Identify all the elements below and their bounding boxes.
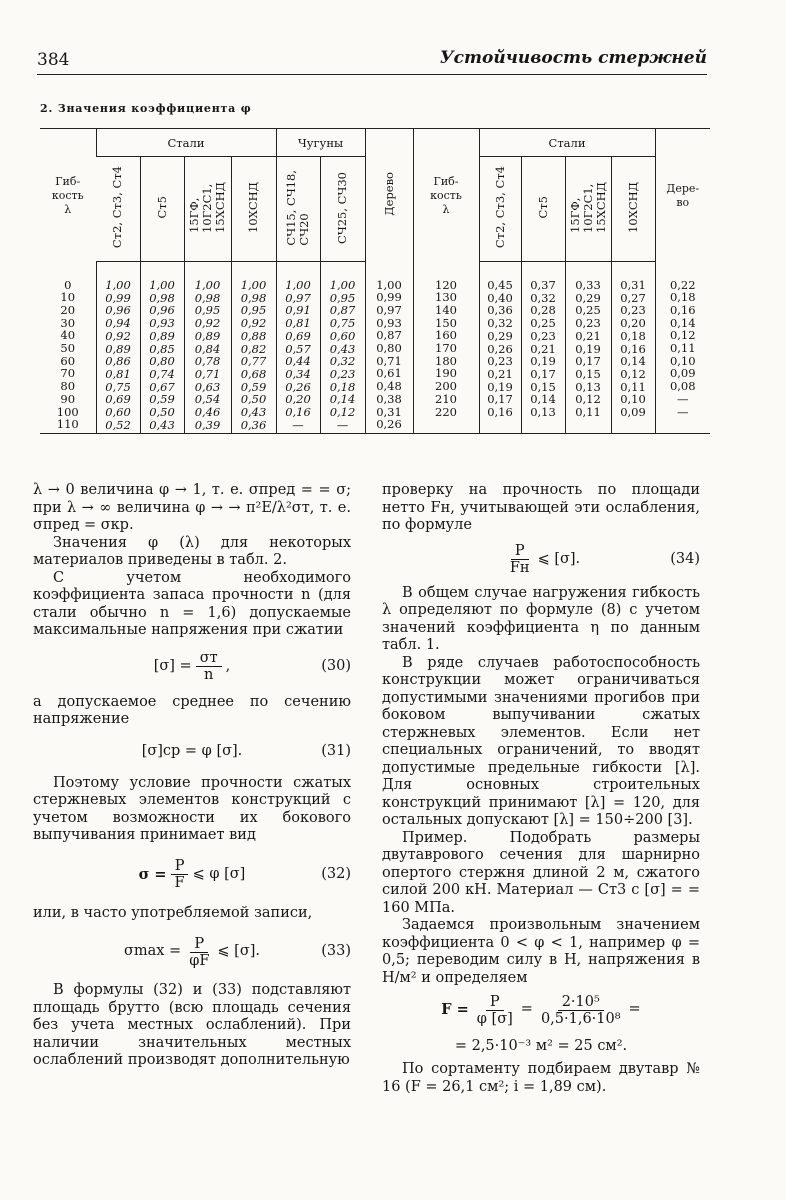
paragraph: В ряде случаев работоспособность конструкции может ограничиваться допустимыми значениями прогибов при боковом выпучивании сжатых стержневых элементов. Если нет специальных ограничений, то вводят допустимые предельные гибкости [λ]. Для основных строительных конструкций принимают [λ] = 120, для остальных допускают [λ] = 150÷200 [3].: [382, 654, 700, 828]
col-header-sch15: СЧ15, СЧ18, СЧ20: [276, 157, 320, 262]
col-header-wood-left: Дерево: [365, 129, 413, 262]
example-paragraph: Пример. Подобрать размеры двутаврового сечения для шарнирно опертого стержня длиной 2 м, сжатого силой 200 кН. Материал — Ст3 с [σ] = = 160 МПа.: [382, 829, 700, 916]
equation-number: (34): [670, 550, 700, 567]
cells-sch25: 1,00 0,95 0,87 0,75 0,60 0,43 0,32 0,23 0,18 0,14 0,12 —: [320, 262, 365, 434]
cells-wood-left: 1,00 0,99 0,97 0,93 0,87 0,80 0,71 0,61 0,48 0,38 0,31 0,26: [365, 262, 413, 434]
cells-st5-right: 0,37 0,32 0,28 0,25 0,23 0,21 0,19 0,17 0,15 0,14 0,13: [521, 262, 565, 434]
col-header-wood-right: Дере- во: [655, 129, 710, 262]
paragraph: λ → 0 величина φ → 1, т. е. σпред = = σ; при λ → ∞ величина φ → → π²E/λ²σт, т. е. σпред = σкр.: [33, 482, 351, 533]
group-header-cast-iron: Чугуны: [276, 129, 365, 157]
running-title: Устойчивость стержней: [439, 48, 707, 68]
col-header-flexibility-left: Гиб- кость λ: [40, 129, 96, 262]
col-header-sch25: СЧ25, СЧ30: [320, 157, 365, 262]
cells-15gf: 1,00 0,98 0,95 0,92 0,89 0,84 0,78 0,71 0,63 0,54 0,46 0,39: [184, 262, 231, 434]
page-number: 384: [37, 50, 70, 70]
col-header-st5-right: Ст5: [521, 157, 565, 262]
cells-15gf-right: 0,33 0,29 0,25 0,23 0,21 0,19 0,17 0,15 0,13 0,12 0,11: [565, 262, 611, 434]
page-header: [37, 44, 707, 75]
group-header-steel-left: Стали: [96, 129, 276, 157]
equation-33: σmax = $\frac{P}{\varphi F}$ ⩽ [σ]. (33): [123, 935, 351, 969]
equation-number: (30): [321, 657, 351, 674]
equation-number: (32): [321, 865, 351, 882]
paragraph: В общем случае нагружения гибкость λ определяют по формуле (8) с учетом значений коэффициента η по данным табл. 1.: [382, 584, 700, 653]
paragraph: С учетом необходимого коэффициента запаса прочности n (для стали обычно n = 1,6) допускаемые максимальные напряжения при сжатии: [33, 569, 351, 638]
cells-10hsnd-right: 0,31 0,27 0,23 0,20 0,18 0,16 0,14 0,12 0,11 0,10 0,09: [611, 262, 655, 434]
cells-st2-st3-st4: 1,00 0,99 0,96 0,94 0,92 0,89 0,86 0,81 0,75 0,69 0,60 0,52: [96, 262, 140, 434]
equation-number: (33): [321, 943, 351, 960]
paragraph: или, в часто употребляемой записи,: [33, 904, 313, 921]
col-header-10hsnd-right: 10ХСНД: [611, 157, 655, 262]
paragraph: Значения φ (λ) для некоторых материалов приведены в табл. 2.: [33, 534, 351, 568]
equation-number: (31): [321, 742, 351, 759]
col-header-st2-st3-st4: Ст2, Ст3, Ст4: [96, 157, 140, 262]
paragraph: В формулы (32) и (33) подставляют площадь брутто (всю площадь сечения без учета местных ослаблений). При наличии значительных местных ослаблений производят дополнительную: [33, 982, 351, 1068]
equation-area-result: = 2,5·10⁻³ м² = 25 см².: [454, 1038, 628, 1055]
paragraph: По сортаменту подбираем двутавр № 16 (F = 26,1 см²; i = 1,89 см).: [382, 1061, 700, 1095]
col-header-st5: Ст5: [140, 157, 184, 262]
cells-st2-st3-st4-right: 0,45 0,40 0,36 0,32 0,29 0,26 0,23 0,21 0,19 0,17 0,16: [479, 262, 521, 434]
phi-coefficient-table: [40, 128, 710, 434]
paragraph: Задаемся произвольным значением коэффициента 0 < φ < 1, например φ = 0,5; переводим силу в Н, напряжения в Н/м² и определяем: [382, 917, 700, 986]
cells-10hsnd: 1,00 0,98 0,95 0,92 0,88 0,82 0,77 0,68 0,59 0,50 0,43 0,36: [231, 262, 276, 434]
col-header-st2-st3-st4-right: Ст2, Ст3, Ст4: [479, 157, 521, 262]
paragraph: Поэтому условие прочности сжатых стержневых элементов конструкций с учетом возможности их бокового выпучивания принимает вид: [33, 774, 351, 843]
table-caption: 2. Значения коэффициента φ: [40, 102, 252, 115]
cells-flexibility-left: 0 10 20 30 40 50 60 70 80 90 100 110: [40, 262, 96, 434]
cells-st5: 1,00 0,98 0,96 0,93 0,89 0,85 0,80 0,74 0,67 0,59 0,50 0,43: [140, 262, 184, 434]
equation-31: [σ]ср = φ [σ]. (31): [141, 742, 351, 759]
paragraph: проверку на прочность по площади нетто Fн, учитывающей эти ослабления, по формуле: [382, 482, 700, 533]
col-header-15gf-right: 15ГФ, 10Г2С1, 15ХСНД: [565, 157, 611, 262]
cells-wood-right: 0,22 0,18 0,16 0,14 0,12 0,11 0,10 0,09 0,08 — —: [655, 262, 710, 434]
col-header-15gf: 15ГФ, 10Г2С1, 15ХСНД: [184, 157, 231, 262]
group-header-steel-right: Стали: [479, 129, 655, 157]
right-text-column: [382, 482, 700, 1096]
col-header-flexibility-right: Гиб- кость λ: [413, 129, 479, 262]
left-text-column: [33, 482, 351, 1070]
table-row: [40, 262, 710, 434]
equation-area: F = $\frac{P}{\varphi [\sigma]}$ = $\frac{\text{2·10⁵}}{\text{0,5·1,6·10⁸}}$ =: [441, 993, 641, 1027]
equation-34: $\frac{P}{Fн}$ ⩽ [σ]. (34): [509, 543, 700, 576]
equation-32: σ = $\frac{P}{F}$ ⩽ φ [σ] (32): [138, 858, 351, 891]
col-header-10hsnd: 10ХСНД: [231, 157, 276, 262]
cells-flexibility-right: 120 130 140 150 160 170 180 190 200 210 220: [413, 262, 479, 434]
equation-30: [σ] = $\frac{\sigma т}{n}$ , (30): [153, 650, 351, 683]
paragraph: а допускаемое среднее по сечению напряжение: [33, 693, 351, 727]
cells-sch15: 1,00 0,97 0,91 0,81 0,69 0,57 0,44 0,34 0,26 0,20 0,16 —: [276, 262, 320, 434]
